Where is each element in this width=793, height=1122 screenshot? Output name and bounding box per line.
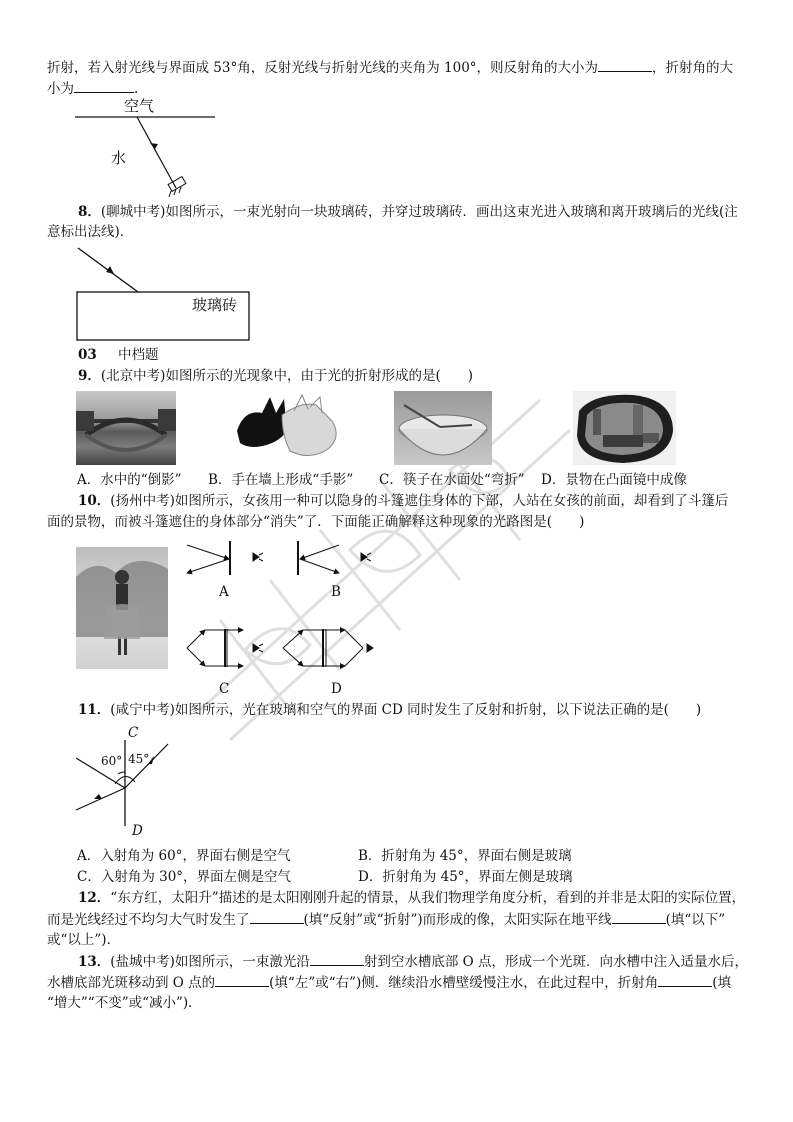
answer-blank[interactable] xyxy=(250,910,304,924)
q7-water-label: 水 xyxy=(111,149,127,167)
answer-blank[interactable] xyxy=(215,973,269,987)
q11-angle-60: 60° xyxy=(101,754,123,768)
answer-blank[interactable] xyxy=(598,58,652,72)
q10-ray-diagrams xyxy=(183,537,373,689)
q11-point-d: D xyxy=(132,823,143,839)
q8-glass-label: 玻璃砖 xyxy=(192,296,238,314)
diagram-b-label: B xyxy=(331,584,341,600)
answer-blank[interactable] xyxy=(310,952,364,966)
girl-cloak-photo xyxy=(76,547,168,669)
diagram-c-label: C xyxy=(219,681,230,697)
diagram-b xyxy=(298,541,371,575)
q13-line1: 13．(盐城中考)如图所示，一束激光沿 射到空水槽底部 O 点，形成一个光斑．向水槽中注入适量水后， xyxy=(78,954,748,970)
q11-option-a[interactable]: A．入射角为 60°，界面右侧是空气 xyxy=(77,848,291,864)
q8-figure xyxy=(74,244,254,344)
q9-option-c[interactable]: C．筷子在水面处“弯折” xyxy=(379,472,525,488)
q11-figure xyxy=(72,722,182,842)
q7-line1: 折射，若入射光线与界面成 53°角，反射光线与折射光线的夹角为 100°，则反射角的大小为 ，折射角的大 xyxy=(47,60,734,76)
diagram-c xyxy=(187,629,263,667)
q9-option-d[interactable]: D．景物在凸面镜中成像 xyxy=(541,472,687,488)
q11-option-d[interactable]: D．折射角为 45°，界面左侧是玻璃 xyxy=(358,869,573,885)
q11-point-c: C xyxy=(128,725,139,741)
diagram-a-label: A xyxy=(219,584,229,600)
answer-blank[interactable] xyxy=(658,973,712,987)
answer-blank[interactable] xyxy=(612,910,666,924)
q10-line1: 10．(扬州中考)如图所示，女孩用一种可以隐身的斗篷遮住身体的下部，人站在女孩的前面，却看到了斗篷后 xyxy=(78,493,729,509)
q9-option-a[interactable]: A．水中的“倒影” xyxy=(77,472,182,488)
q12-line3: 或“以上”)． xyxy=(47,932,121,948)
hand-shadow-photo xyxy=(232,391,344,465)
section-number: 03 xyxy=(78,347,97,363)
q9-stem: 9．(北京中考)如图所示的光现象中，由于光的折射形成的是( ) xyxy=(78,368,473,384)
q9-option-b[interactable]: B．手在墙上形成“手影” xyxy=(208,472,354,488)
section-title: 中档题 xyxy=(118,347,159,363)
q11-option-c[interactable]: C．入射角为 30°，界面左侧是空气 xyxy=(77,869,292,885)
convex-mirror-photo xyxy=(573,391,676,465)
q13-line2: 水槽底部光斑移动到 O 点的 (填“左”或“右”)侧．继续沿水槽壁缓慢注水，在此过程中，折射角 (填 xyxy=(47,975,732,991)
q12-line1: 12．“东方红，太阳升”描述的是太阳刚刚升起的情景，从我们物理学角度分析，看到的并非是太阳的实际位置， xyxy=(78,890,746,906)
bridge-reflection-photo xyxy=(76,391,176,465)
q7-line2: 小为 . xyxy=(47,81,139,97)
answer-blank[interactable] xyxy=(74,79,134,93)
q11-stem: 11．(咸宁中考)如图所示，光在玻璃和空气的界面 CD 同时发生了反射和折射，以下说法正确的是( ) xyxy=(78,702,702,718)
diagram-a xyxy=(187,541,263,575)
q8-line1: 8．(聊城中考)如图所示，一束光射向一块玻璃砖，并穿过玻璃砖．画出这束光进入玻璃和离开玻璃后的光线(注 xyxy=(78,204,738,220)
q8-line2: 意标出法线)． xyxy=(47,224,134,240)
q12-line2: 而是光线经过不均匀大气时发生了 (填“反射”或“折射”)而形成的像，太阳实际在地平线 (填“以下” xyxy=(47,912,726,928)
q13-line3: “增大”“不变”或“减小”)． xyxy=(47,995,202,1011)
diagram-d xyxy=(283,629,373,667)
chopsticks-bowl-photo xyxy=(394,391,492,465)
diagram-d-label: D xyxy=(331,681,342,697)
q10-line2: 面的景物，而被斗篷遮住的身体部分“消失”了．下面能正确解释这种现象的光路图是( ) xyxy=(47,514,585,530)
q11-option-b[interactable]: B．折射角为 45°，界面右侧是玻璃 xyxy=(358,848,572,864)
q11-angle-45: 45° xyxy=(128,752,150,766)
q7-air-label: 空气 xyxy=(124,97,155,115)
